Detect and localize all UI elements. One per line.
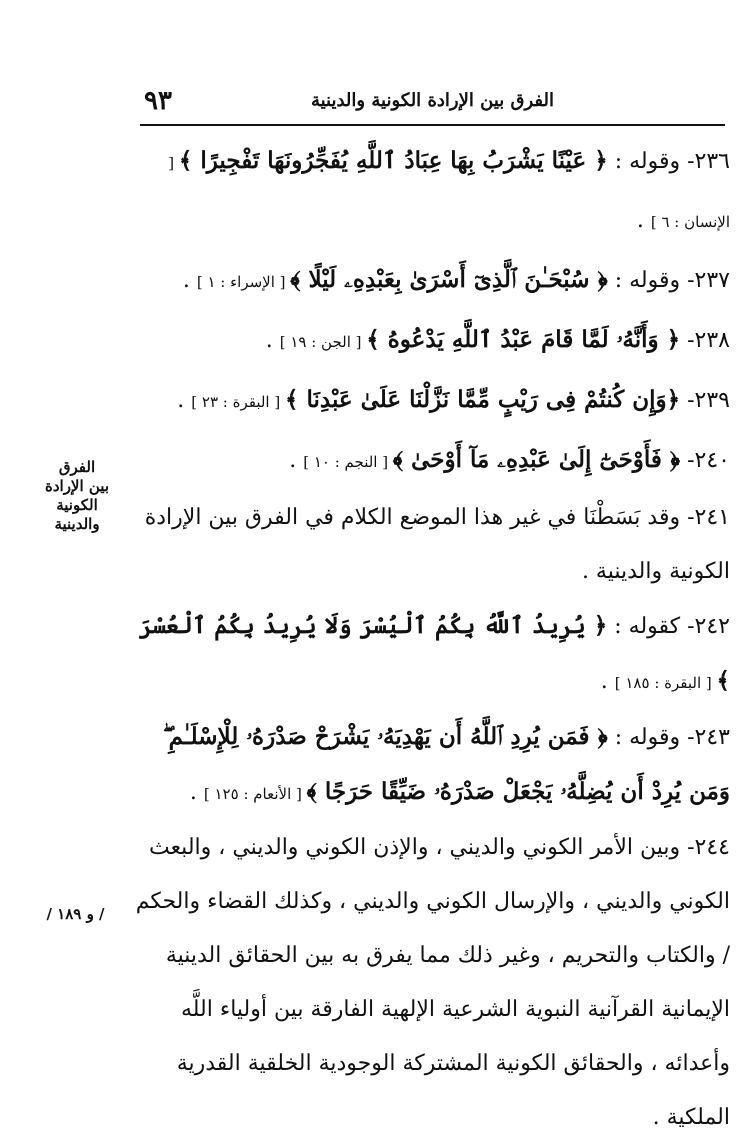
paragraph-lead: - وقد بَسَطْنَا في غير هذا الموضع الكلام في الفرق بين الإرادة الكونية والدينية .	[144, 505, 730, 584]
paragraph-243	[135, 710, 730, 821]
paragraph-242	[135, 599, 730, 710]
margin-note-line: والدينية	[54, 515, 100, 533]
quran-verse: ﴿ وَأَنَّهُۥ لَمَّا قَامَ عَبْدُ ٱللَّهِ يَدْعُوهُ ﴾	[366, 326, 681, 353]
manuscript-folio-reference: / و ١٨٩ /	[46, 905, 105, 923]
margin-topic-note	[32, 458, 122, 534]
paragraph-number: ٢٤٣	[694, 725, 730, 750]
quran-verse: ﴿ يُرِيدُ ٱللَّهُ بِكُمُ ٱلْيُسْرَ وَلَا يُرِيدُ بِكُمُ ٱلْعُسْرَ ﴾	[138, 612, 730, 694]
paragraph-number: ٢٣٧	[694, 268, 730, 293]
quran-verse: ﴿ فَمَن يُرِدِ ٱللَّهُ أَن يَهْدِيَهُۥ يَشْرَحْ صَدْرَهُۥ لِلْإِسْلَـٰمِ ۖ وَمَن يُرِدْ أَن يُضِلَّهُۥ يَجْعَلْ صَدْرَهُۥ ضَيِّقًا حَرَجًا ﴾	[162, 723, 730, 805]
verse-reference: [ الإنسان : ٦ ]	[168, 154, 730, 231]
paragraph-tail: .	[289, 448, 304, 473]
quran-verse: ﴿ سُبْحَـٰنَ ٱلَّذِىٓ أَسْرَىٰ بِعَبْدِهِۦ لَيْلًا ﴾	[290, 266, 608, 293]
verse-reference: [ البقرة : ٢٣ ]	[191, 393, 285, 411]
paragraph-244	[135, 821, 730, 1145]
paragraph-tail: .	[182, 268, 197, 293]
paragraph-239	[135, 371, 730, 431]
running-header	[140, 84, 725, 124]
paragraph-lead: -	[680, 448, 695, 473]
verse-reference: [ النجم : ١٠ ]	[303, 453, 393, 471]
paragraph-lead: - وبين الأمر الكوني والديني ، والإذن الكوني والديني ، والبعث الكوني والديني ، والإرسال الكوني والديني ، وكذلك القضاء والحكم / والكتاب والتحريم ، وغير ذلك مما يفرق به بين الحقائق الدينية الإيمانية القرآنية النبوية الشرعية الإلهية الفارقة بين أولياء اللَّه وأعدائه ، والحقائق الكونية المشتركة الوجودية الخلقية القدرية الملكية .	[135, 835, 730, 1130]
margin-note-line: بين الإرادة	[44, 477, 109, 495]
page-body	[135, 132, 730, 1145]
verse-reference: [ الأنعام : ١٢٥ ]	[203, 785, 307, 803]
paragraph-number: ٢٣٩	[694, 388, 730, 413]
header-title: الفرق بين الإرادة الكونية والدينية	[310, 90, 555, 111]
paragraph-lead: - وقوله :	[607, 725, 695, 750]
paragraph-tail: .	[636, 208, 651, 233]
margin-note-line: الفرق	[58, 458, 96, 476]
verse-reference: [ الإسراء : ١ ]	[196, 273, 291, 291]
paragraph-tail: .	[177, 388, 192, 413]
paragraph-236	[135, 132, 730, 251]
paragraph-237	[135, 251, 730, 311]
paragraph-number: ٢٤٠	[694, 448, 730, 473]
paragraph-241	[135, 491, 730, 599]
paragraph-tail: .	[600, 669, 615, 694]
quran-verse: ﴿وَإِن كُنتُمْ فِى رَيْبٍ مِّمَّا نَزَّلْنَا عَلَىٰ عَبْدِنَا ﴾	[284, 386, 681, 413]
paragraph-238	[135, 311, 730, 371]
paragraph-number: ٢٤١	[694, 505, 730, 530]
verse-reference: [ البقرة : ١٨٥ ]	[614, 674, 717, 692]
paragraph-number: ٢٣٦	[694, 149, 730, 174]
paragraph-number: ٢٤٤	[694, 835, 730, 860]
paragraph-number: ٢٤٢	[694, 614, 730, 639]
paragraph-240	[135, 431, 730, 491]
page-number: ٩٣	[144, 86, 172, 116]
paragraph-lead: -	[680, 388, 695, 413]
paragraph-tail: .	[265, 328, 280, 353]
quran-verse: ﴿ فَأَوْحَىٰٓ إِلَىٰ عَبْدِهِۦ مَآ أَوْحَىٰ ﴾	[392, 446, 681, 473]
paragraph-lead: - كقوله :	[607, 614, 695, 639]
header-rule	[140, 124, 725, 126]
verse-reference: [ الجن : ١٩ ]	[279, 333, 367, 351]
paragraph-lead: - وقوله :	[607, 149, 695, 174]
paragraph-lead: -	[680, 328, 695, 353]
paragraph-lead: - وقوله :	[607, 268, 695, 293]
paragraph-tail: .	[189, 780, 204, 805]
margin-note-line: الكونية	[56, 496, 98, 514]
quran-verse: ﴿ عَيْنًا يَشْرَبُ بِهَا عِبَادُ ٱللَّهِ يُفَجِّرُونَهَا تَفْجِيرًا ﴾	[178, 147, 608, 174]
paragraph-number: ٢٣٨	[694, 328, 730, 353]
